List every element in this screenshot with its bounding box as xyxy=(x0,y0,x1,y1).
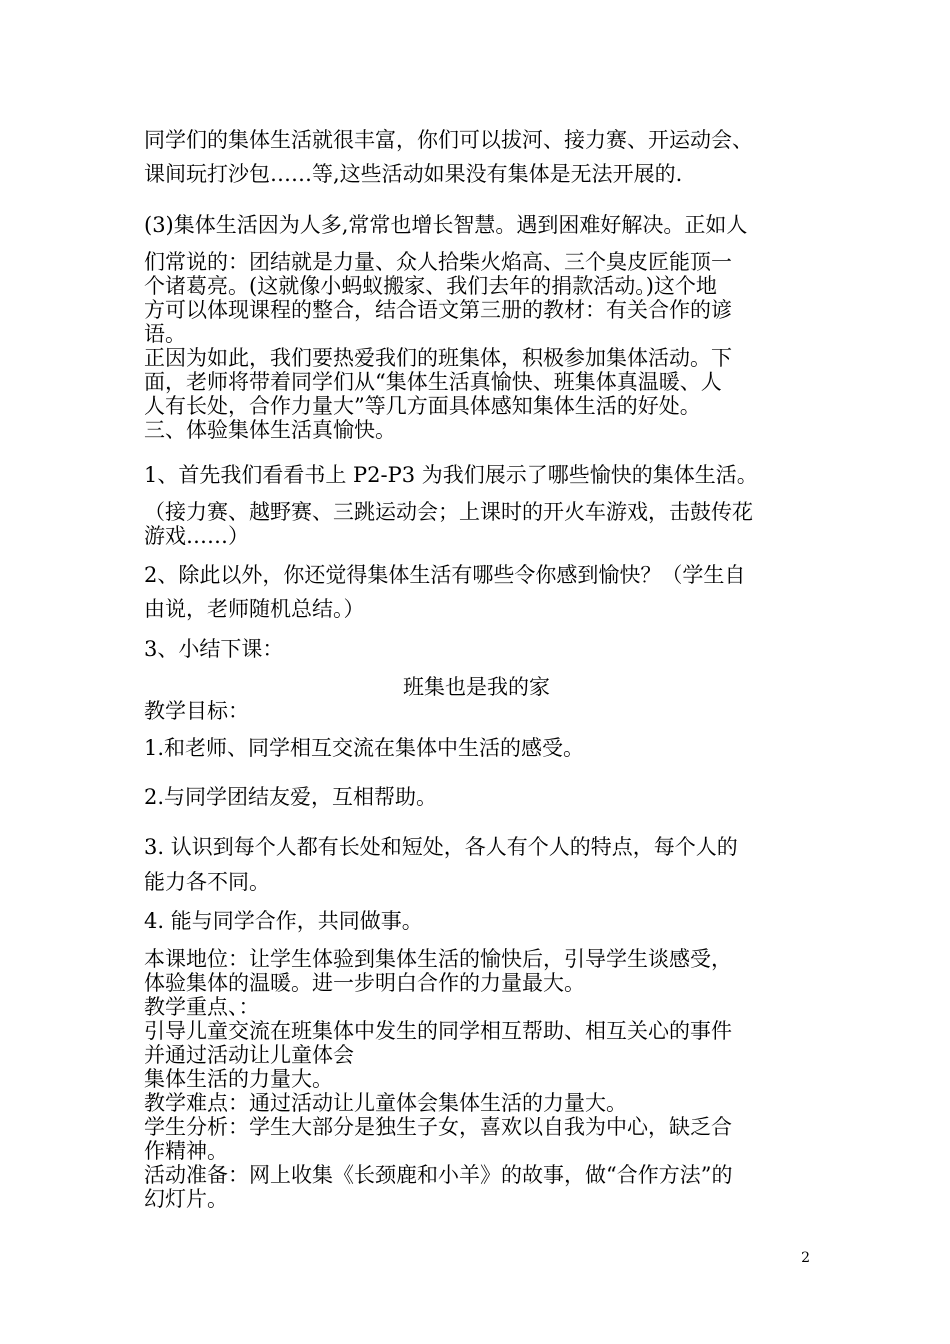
text-line: 教学目标： xyxy=(144,699,249,723)
page-number: 2 xyxy=(801,1250,810,1266)
text-line: 活动准备：网上收集《长颈鹿和小羊》的故事，做“合作方法”的 xyxy=(144,1163,733,1187)
text-line: 能力各不同。 xyxy=(144,870,270,894)
text-line: 课间玩打沙包……等,这些活动如果没有集体是无法开展的. xyxy=(144,162,683,186)
text-line: 面，老师将带着同学们从“集体生活真愉快、班集体真温暖、人 xyxy=(144,370,722,394)
text-line: 并通过活动让儿童体会 xyxy=(144,1043,354,1067)
text-line: 幻灯片。 xyxy=(144,1187,228,1211)
text-line: 语。 xyxy=(144,322,186,346)
text-line: 教学难点：通过活动让儿童体会集体生活的力量大。 xyxy=(144,1091,627,1115)
text-line: 正因为如此，我们要热爱我们的班集体，积极参加集体活动。下 xyxy=(144,346,732,370)
text-line: 集体生活的力量大。 xyxy=(144,1067,333,1091)
section-heading: 三、体验集体生活真愉快。 xyxy=(144,418,396,442)
text-line: 由说，老师随机总结。） xyxy=(144,597,365,621)
text-line: (3)集体生活因为人多,常常也增长智慧。遇到困难好解决。正如人 xyxy=(144,213,748,237)
lesson-title: 班集也是我的家 xyxy=(403,675,550,699)
text-line: 个诸葛亮。(这就像小蚂蚁搬家、我们去年的捐款活动。)这个地 xyxy=(144,274,717,298)
text-line: 作精神。 xyxy=(144,1139,228,1163)
text-line: 1.和老师、同学相互交流在集体中生活的感受。 xyxy=(144,736,585,760)
text-line: 游戏……） xyxy=(144,524,249,548)
text-line: 3. 认识到每个人都有长处和短处，各人有个人的特点，每个人的 xyxy=(144,835,738,859)
text-line: 教学重点、： xyxy=(144,995,260,1019)
text-line: 1、首先我们看看书上 P2-P3 为我们展示了哪些愉快的集体生活。 xyxy=(144,463,758,487)
text-line: 体验集体的温暖。进一步明白合作的力量最大。 xyxy=(144,971,585,995)
text-line: 本课地位：让学生体验到集体生活的愉快后，引导学生谈感受， xyxy=(144,947,732,971)
text-line: 引导儿童交流在班集体中发生的同学相互帮助、相互关心的事件 xyxy=(144,1019,732,1043)
text-line: 4. 能与同学合作，共同做事。 xyxy=(144,909,423,933)
text-line: 学生分析：学生大部分是独生子女，喜欢以自我为中心，缺乏合 xyxy=(144,1115,732,1139)
text-line: （接力赛、越野赛、三跳运动会；上课时的开火车游戏，击鼓传花 xyxy=(144,500,753,524)
text-line: 方可以体现课程的整合，结合语文第三册的教材：有关合作的谚 xyxy=(144,298,732,322)
text-line: 3、小结下课： xyxy=(144,637,284,661)
text-line: 同学们的集体生活就很丰富，你们可以拔河、接力赛、开运动会、 xyxy=(144,128,753,152)
text-line: 们常说的：团结就是力量、众人拾柴火焰高、三个臭皮匠能顶一 xyxy=(144,250,732,274)
text-line: 2、除此以外，你还觉得集体生活有哪些令你感到愉快？（学生自 xyxy=(144,563,746,587)
text-line: 2.与同学团结友爱，互相帮助。 xyxy=(144,785,438,809)
text-line: 人有长处，合作力量大”等几方面具体感知集体生活的好处。 xyxy=(144,394,701,418)
